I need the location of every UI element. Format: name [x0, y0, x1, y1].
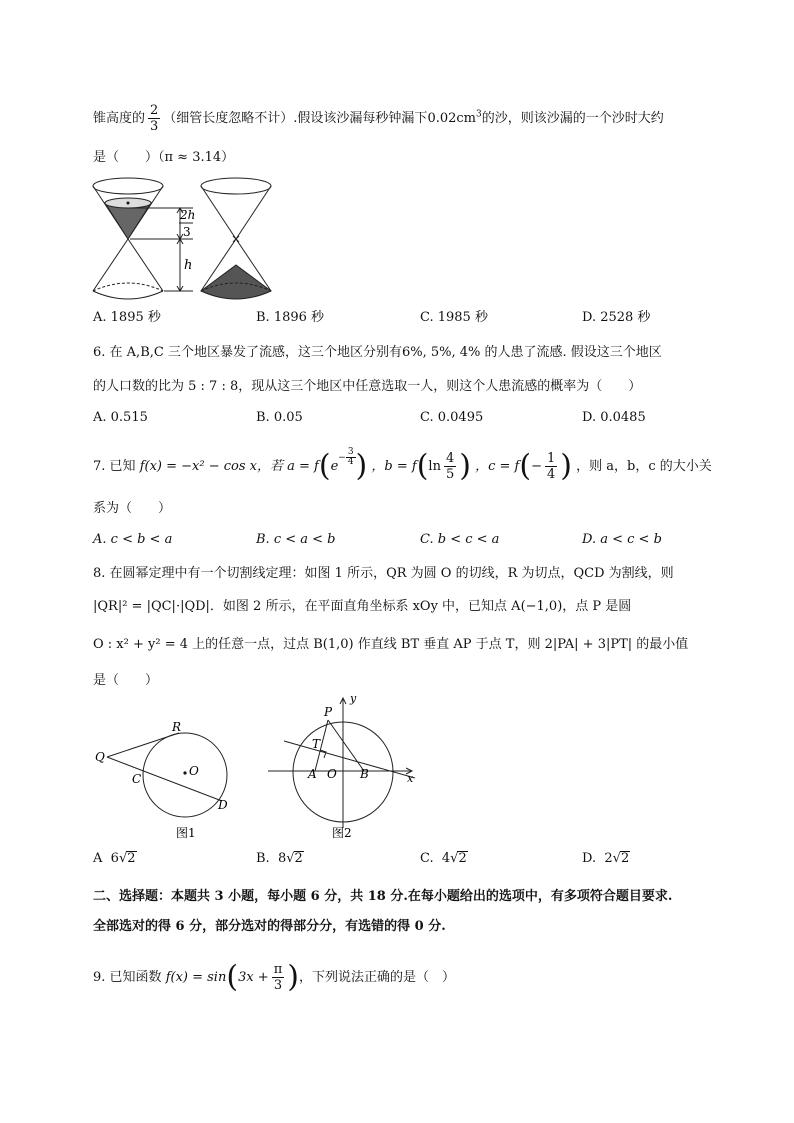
q8-line2: |QR|² = |QC|·|QD|．如图 2 所示，在平面直角坐标系 xOy 中，已知点 A(−1,0)，点 P 是圆 — [93, 599, 632, 614]
q7-line2: 系为（ ） — [93, 501, 172, 516]
fig2-label-p: P — [324, 705, 333, 719]
fig1-caption: 图1 — [176, 826, 196, 840]
q5-option-d[interactable]: D. 2528 秒 — [582, 310, 651, 325]
q8-line4: 是（ ） — [93, 673, 159, 688]
q9-function: f(x) = sin — [165, 970, 227, 985]
figure-1 — [90, 715, 250, 845]
q5-fraction: $\frac{2}{3}$ — [150, 103, 159, 134]
q8-line1: 8. 在圆幂定理中有一个切割线定理：如图 1 所示，QR 为圆 O 的切线，R 为切点，QCD 为割线，则 — [93, 566, 674, 581]
fig1-label-o: O — [189, 764, 199, 778]
q5-line1 — [93, 103, 664, 134]
q5-option-b[interactable]: B. 1896 秒 — [256, 310, 325, 325]
q8-option-c[interactable]: C. 4√2 — [420, 851, 467, 866]
q8-option-b[interactable]: B. 8√2 — [256, 851, 303, 866]
fig2-label-b: B — [360, 767, 369, 781]
q5-text-b: （细管长度忽略不计）.假设该沙漏每秒钟漏下 — [163, 111, 428, 126]
q7-e-exponent: − 3 4 — [338, 447, 354, 467]
q7-option-b[interactable]: B. c < a < b — [256, 532, 336, 547]
label-h: h — [184, 258, 193, 273]
fig2-caption: 图2 — [332, 826, 352, 840]
q6-line1: 6. 在 A,B,C 三个地区暴发了流感，这三个地区分别有6%, 5%, 4% 的人患了流感. 假设这三个地区 — [93, 345, 662, 360]
fig1-label-r: R — [172, 720, 182, 734]
q5-text-a: 锥高度的 — [93, 111, 146, 126]
q6-option-d[interactable]: D. 0.0485 — [582, 410, 646, 425]
q5-option-c[interactable]: C. 1985 秒 — [420, 310, 488, 325]
q7-line1: 7. 已知 f(x) = −x² − cos x，若 $a = f(e^{- \frac{3}{4}}$ ) ，b = f(ln $\frac{4}{5}$ ) ，c = f(− $\frac{1}{4}$ ) ，则 a，b，c 的大小关 — [93, 447, 712, 484]
q7-function: f(x) = −x² − cos x，若 — [139, 459, 283, 474]
hourglass-right — [201, 178, 271, 299]
q6-option-a[interactable]: A. 0.515 — [93, 410, 148, 425]
fig1-label-c: C — [132, 772, 142, 786]
fig1-label-d: D — [218, 798, 228, 812]
q8-option-d[interactable]: D. 2√2 — [582, 851, 630, 866]
q5-rate-exp: 3 — [476, 109, 482, 120]
q5-rate: 0.02cm — [427, 111, 476, 126]
fig2-label-a: A — [308, 767, 317, 781]
q7-option-d[interactable]: D. a < c < b — [582, 532, 662, 547]
q5-line2: 是（ ）（π ≈ 3.14） — [93, 150, 235, 165]
q7-option-a[interactable]: A. c < b < a — [93, 532, 173, 547]
fig2-label-o: O — [327, 767, 337, 781]
q8-option-a[interactable]: A 6√2 — [93, 851, 136, 866]
q9-line: 9. 已知函数 f(x) = sin(3x + $\frac{\pi}{3}$ )，下列说法正确的是（ ） — [93, 959, 455, 995]
fig2-label-t: T — [312, 737, 321, 751]
fig1-label-q: Q — [95, 750, 105, 764]
q6-option-b[interactable]: B. 0.05 — [256, 410, 303, 425]
q7-option-c[interactable]: C. b < c < a — [420, 532, 500, 547]
figure-2 — [260, 690, 430, 845]
section2-line2: 全部选对的得 6 分，部分选对的得部分分，有选错的得 0 分. — [93, 919, 446, 934]
q5-option-a[interactable]: A. 1895 秒 — [93, 310, 161, 325]
label-2h: 2h — [180, 208, 196, 222]
fig2-label-y: y — [350, 692, 357, 705]
section2-line1: 二、选择题：本题共 3 小题，每小题 6 分，共 18 分.在每小题给出的选项中，有多项符合题目要求. — [93, 889, 673, 904]
q8-line3: O : x² + y² = 4 上的任意一点，过点 B(1,0) 作直线 BT 垂直 AP 于点 T，则 2|PA| + 3|PT| 的最小值 — [93, 637, 689, 652]
q6-line2: 的人口数的比为 5 : 7 : 8，现从这三个地区中任意选取一人，则这个人患流感的概率为（ ） — [93, 379, 642, 394]
fig2-label-x: x — [407, 772, 414, 785]
q6-option-c[interactable]: C. 0.0495 — [420, 410, 484, 425]
label-3: 3 — [183, 225, 191, 239]
q5-text-c: 的沙，则该沙漏的一个沙时大约 — [481, 111, 664, 126]
hourglass-figure — [90, 175, 290, 305]
